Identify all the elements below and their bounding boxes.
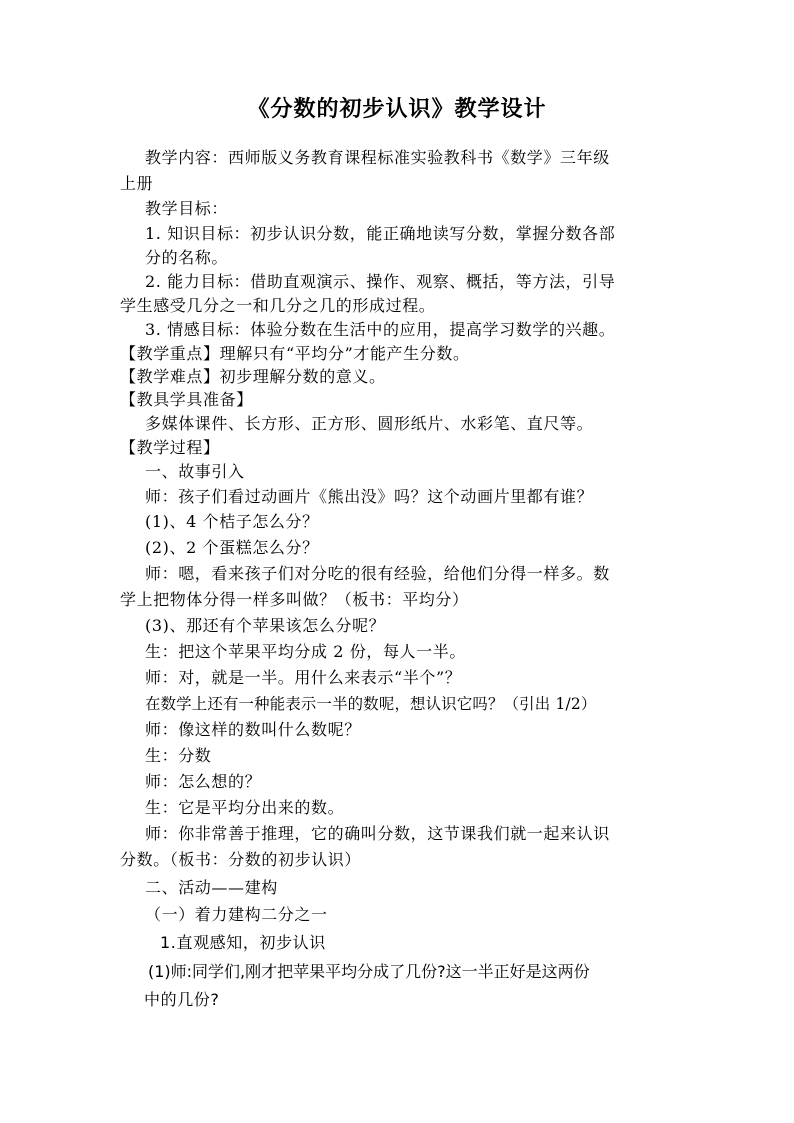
text-line: (1)师:同学们,刚才把苹果平均分成了几份?这一半正好是这两份	[148, 962, 590, 981]
text-line: 分的名称。	[145, 248, 229, 267]
text-line: (3)、那还有个苹果该怎么分呢？	[145, 616, 386, 635]
text-line: 生：把这个苹果平均分成 2 份，每人一半。	[145, 642, 466, 661]
text-line: (1)、4 个桔子怎么分？	[145, 512, 319, 531]
text-line: 【教学过程】	[120, 438, 220, 457]
text-line: 师：你非常善于推理，它的确叫分数，这节课我们就一起来认识	[145, 824, 610, 843]
text-line: 师：对，就是一半。用什么来表示“半个”？	[145, 668, 462, 687]
text-line: 1.直观感知，初步认识	[160, 933, 326, 952]
text-line: 学生感受几分之一和几分之几的形成过程。	[120, 296, 436, 315]
text-line: 生：它是平均分出来的数。	[145, 798, 345, 817]
text-line: 一、故事引入	[145, 462, 245, 481]
text-line: 1. 知识目标：初步认识分数，能正确地读写分数，掌握分数各部	[145, 224, 616, 243]
text-line: 师：怎么想的？	[145, 772, 262, 791]
text-line: 上册	[120, 174, 154, 193]
text-line: 二、活动——建构	[145, 878, 278, 897]
text-line: 3. 情感目标：体验分数在生活中的应用，提高学习数学的兴趣。	[145, 320, 616, 339]
text-line: 教学目标：	[145, 199, 229, 218]
text-line: 中的几份?	[144, 990, 220, 1009]
text-line: 生：分数	[145, 746, 212, 765]
text-line: 【教学重点】理解只有“平均分”才能产生分数。	[120, 344, 470, 363]
text-line: （一）着力建构二分之一	[145, 905, 328, 924]
text-line: 学上把物体分得一样多叫做？（板书：平均分）	[120, 590, 469, 609]
document-title: 《分数的初步认识》教学设计	[247, 96, 547, 122]
text-line: 教学内容：西师版义务教育课程标准实验教科书《数学》三年级	[145, 148, 610, 167]
text-line: 师：嗯，看来孩子们对分吃的很有经验，给他们分得一样多。数	[145, 564, 610, 583]
text-line: 分数。（板书：分数的初步认识）	[120, 850, 362, 869]
text-line: 在数学上还有一种能表示一半的数呢，想认识它吗？（引出 1/2）	[145, 695, 597, 713]
text-line: 【教学难点】初步理解分数的意义。	[120, 367, 386, 386]
text-line: (2)、2 个蛋糕怎么分？	[145, 538, 319, 557]
text-line: 多媒体课件、长方形、正方形、圆形纸片、水彩笔、直尺等。	[145, 414, 594, 433]
text-line: 师：孩子们看过动画片《熊出没》吗？这个动画片里都有谁？	[145, 487, 594, 506]
text-line: 【教具学具准备】	[120, 390, 253, 409]
text-line: 2. 能力目标：借助直观演示、操作、观察、概括，等方法，引导	[145, 272, 616, 291]
text-line: 师：像这样的数叫什么数呢？	[145, 720, 361, 739]
